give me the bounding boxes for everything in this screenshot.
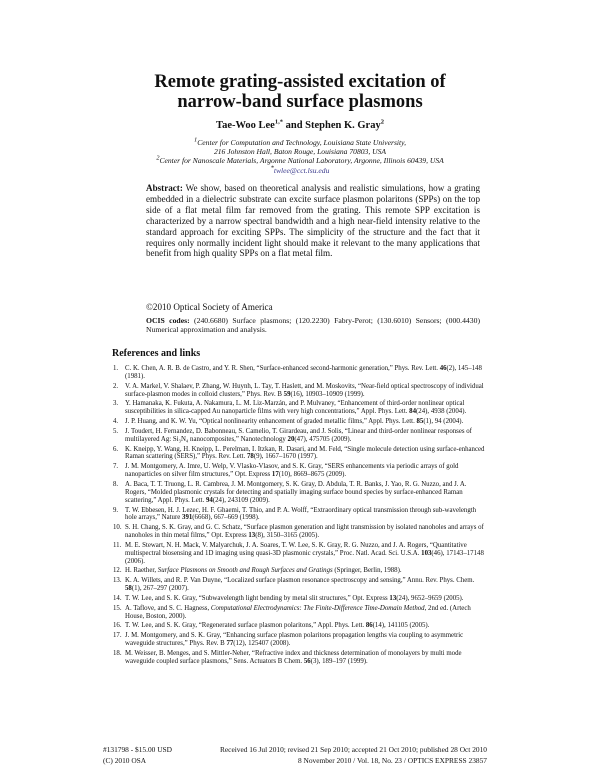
reference-text: K. Kneipp, Y. Wang, H. Kneipp, L. Perelman, I. Itzkan, R. Dasari, and M. Feld, “Single molecule detection using surface-enhanced Raman scattering (SERS),” Phys. Rev. Lett. bbox=[125, 445, 485, 461]
reference-text: A. Baca, T. T. Truong, L. R. Cambrea, J. M. Montgomery, S. K. Gray, D. Abdula, T. R. Banks, J. Yao, R. G. Nuzzo, and J. A. Rogers, “Molded plasmonic crystals for detecting and spatially imaging surface bound species by surface-enhanced Raman scattering,” Appl. Phys. Lett. bbox=[125, 480, 467, 504]
footer-received: Received 16 Jul 2010; revised 21 Sep 2010; accepted 21 Oct 2010; published 28 Oct 2010 bbox=[219, 745, 487, 754]
reference-item bbox=[113, 622, 485, 630]
reference-number: 9. bbox=[113, 506, 119, 514]
reference-volume: 46 bbox=[439, 365, 447, 372]
reference-volume: 77 bbox=[226, 640, 234, 648]
reference-text: M. E. Stewart, N. H. Mack, V. Malyarchuk, J. A. Soares, T. W. Lee, S. K. Gray, R. G. Nuzzo, and J. A. Rogers, “Quantitative multispectral biosensing and 1D imaging using quasi-3D plasmonic crystals,” Proc. Natl. Acad. Sci. U.S.A. bbox=[125, 541, 467, 557]
reference-number: 12. bbox=[113, 567, 122, 575]
reference-number: 8. bbox=[113, 480, 119, 488]
affiliation-mark: 1 bbox=[193, 136, 198, 144]
reference-text: (6668), 667–669 (1998). bbox=[192, 514, 260, 522]
reference-number: 10. bbox=[113, 524, 122, 532]
reference-text: Y. Hamanaka, K. Fukuta, A. Nakamura, L. M. Liz-Marzán, and P. Mulvaney, “Enhancement of third-order nonlinear optical susceptibilities in silica-capped Au nanoparticle films with very high concentrations,” Appl. Phys. Lett. bbox=[125, 400, 465, 416]
reference-volume: 85 bbox=[416, 418, 424, 426]
reference-number: 16. bbox=[113, 622, 122, 630]
reference-text: C. K. Chen, A. R. B. de Castro, and Y. R. Shen, “Surface-enhanced second-harmonic generation,” Phys. Rev. Lett. bbox=[125, 365, 440, 372]
abstract bbox=[146, 183, 480, 259]
reference-number: 2. bbox=[113, 382, 119, 390]
reference-volume: 59 bbox=[283, 390, 291, 398]
reference-number: 13. bbox=[113, 577, 122, 585]
reference-text: T. W. Lee, and S. K. Gray, “Subwavelength light bending by metal slit structures,” Opt. Express bbox=[125, 594, 390, 602]
reference-number: 14. bbox=[113, 594, 122, 602]
affiliation-line bbox=[100, 138, 500, 147]
footer-copyright: (C) 2010 OSA bbox=[103, 756, 147, 765]
reference-book-title: Surface Plasmons on Smooth and Rough Surfaces and Gratings bbox=[157, 567, 333, 575]
reference-item bbox=[113, 418, 485, 426]
reference-item bbox=[113, 507, 485, 523]
reference-text: (47), 475705 (2009). bbox=[294, 435, 352, 443]
title-line-1: Remote grating-assisted excitation of bbox=[154, 72, 446, 92]
reference-text: (1), 94 (2004). bbox=[423, 418, 464, 426]
reference-text: (8), 3150–3165 (2005). bbox=[255, 532, 320, 540]
reference-number: 3. bbox=[113, 400, 119, 408]
author-2-affiliation-mark: 2 bbox=[380, 118, 384, 126]
affiliation-line bbox=[100, 156, 500, 165]
reference-item bbox=[113, 595, 485, 603]
reference-text: (3), 189–197 (1999). bbox=[310, 657, 368, 665]
reference-text: J. M. Montgomery, A. Imre, U. Welp, V. Vlasko-Vlasov, and S. K. Gray, “SERS enhancements via periodic arrays of gold nanoparticles on silver film structures,” Opt. Express bbox=[125, 463, 459, 479]
reference-number: 4. bbox=[113, 418, 119, 426]
abstract-label: Abstract: bbox=[146, 183, 183, 193]
reference-number: 17. bbox=[113, 632, 122, 640]
reference-item bbox=[113, 567, 485, 575]
footer-journal: 8 November 2010 / Vol. 18, No. 23 / OPTICS EXPRESS 23857 bbox=[297, 756, 487, 765]
reference-item bbox=[113, 428, 485, 444]
reference-volume: 103 bbox=[421, 549, 432, 557]
reference-text: J. M. Montgomery, and S. K. Gray, “Enhancing surface plasmon polaritons propagation lengths via coupling to asymmetric waveguide structures,” Phys. Rev. B bbox=[125, 632, 464, 648]
reference-volume: 17 bbox=[271, 471, 279, 479]
reference-item bbox=[113, 577, 485, 593]
abstract-text: We show, based on theoretical analysis and realistic simulations, how a grating embedded in a dielectric substrate can excite surface plasmon polaritons (SPPs) on the top side of a flat metal film far removed from the grating. This remote SPP excitation is characterized by a narrow spectral bandwidth and a high near-field intensity relative to the standard approach for exciting SPPs. The simplicity of the structure and the fact that it requires only normally incident light should make it relevant to the many applications that benefit from high quality SPPs on a flat metal film. bbox=[146, 183, 480, 259]
reference-text: H. Raether, bbox=[125, 567, 158, 575]
reference-book-title: Computational Electrodynamics: The Finite-Difference Time-Domain Method bbox=[210, 604, 425, 612]
reference-volume: 391 bbox=[182, 514, 193, 522]
reference-text: (Springer, Berlin, 1988). bbox=[332, 567, 402, 575]
reference-item bbox=[113, 481, 485, 505]
reference-volume: 56 bbox=[303, 657, 311, 665]
reference-text: (9), 1667–1670 (1997). bbox=[253, 453, 318, 461]
paper-title bbox=[100, 72, 500, 112]
reference-text: , 2nd ed. (Artech House, Boston, 2000). bbox=[125, 604, 471, 620]
ocis-text: (240.6680) Surface plasmons; (120.2230) Fabry-Perot; (130.6010) Sensors; (000.4430) Numerical approximation and analysis. bbox=[146, 316, 481, 335]
reference-text: (14), 141105 (2005). bbox=[372, 622, 430, 630]
reference-item bbox=[113, 446, 485, 462]
reference-volume: 94 bbox=[205, 496, 213, 504]
reference-volume: 78 bbox=[246, 453, 254, 461]
reference-volume: 84 bbox=[409, 408, 416, 416]
reference-text: (24), 9652–9659 (2005). bbox=[396, 594, 464, 602]
reference-item bbox=[113, 650, 485, 666]
reference-number: 6. bbox=[113, 445, 119, 453]
reference-text: (24), 4938 (2004). bbox=[416, 408, 467, 416]
reference-item bbox=[113, 632, 485, 648]
reference-item bbox=[113, 605, 485, 621]
reference-number: 1. bbox=[113, 365, 119, 372]
affiliation-mark: 2 bbox=[156, 154, 160, 162]
ocis-codes bbox=[146, 316, 480, 335]
reference-text: K. A. Willets, and R. P. Van Duyne, “Localized surface plasmon resonance spectroscopy and sensing,” Annu. Rev. Phys. Chem. bbox=[125, 577, 475, 585]
reference-volume: 58 bbox=[125, 585, 132, 593]
reference-item bbox=[113, 463, 485, 479]
affiliation-text: Center for Computation and Technology, Louisiana State University, bbox=[197, 138, 406, 147]
reference-text: (16), 10903–10909 (1999). bbox=[290, 390, 365, 398]
reference-volume: 13 bbox=[389, 594, 397, 602]
reference-text: M. Weisser, B. Menges, and S. Mittler-Neher, “Refractive index and thickness determination of monolayers by multi mode waveguide coupled surface plasmons,” Sens. Actuators B Chem. bbox=[125, 650, 462, 665]
reference-number: 15. bbox=[113, 604, 122, 612]
affiliation-text: 216 Johnston Hall, Baton Rouge, Louisiana 70803, USA bbox=[213, 147, 387, 157]
reference-item bbox=[113, 365, 485, 381]
affiliations bbox=[100, 138, 500, 175]
reference-text: J. P. Huang, and K. W. Yu, “Optical nonlinearity enhancement of graded metallic films,” Appl. Phys. Lett. bbox=[125, 418, 417, 426]
author-conjunction: and bbox=[282, 120, 306, 131]
footer-doc-id: #131798 - $15.00 USD bbox=[103, 745, 172, 754]
abstract-copyright: ©2010 Optical Society of America bbox=[146, 302, 273, 312]
reference-text: (46), 17143–17148 (2006). bbox=[125, 549, 484, 565]
author-1-affiliation-mark: 1,* bbox=[274, 118, 283, 126]
author-list bbox=[100, 120, 500, 131]
reference-text: (24), 243109 (2009). bbox=[212, 496, 270, 504]
reference-text: (2), 145–148 (1981). bbox=[125, 365, 482, 380]
reference-list bbox=[113, 365, 485, 668]
email-line bbox=[100, 166, 500, 175]
reference-item bbox=[113, 383, 485, 399]
reference-volume: 13 bbox=[248, 532, 256, 540]
references-heading: References and links bbox=[112, 348, 201, 359]
reference-item bbox=[113, 400, 485, 416]
title-line-2: narrow-band surface plasmons bbox=[177, 92, 423, 112]
reference-number: 11. bbox=[113, 541, 122, 549]
ocis-label: OCIS codes: bbox=[146, 316, 190, 325]
reference-text: (12), 125407 (2008). bbox=[233, 640, 291, 648]
reference-text: S. H. Chang, S. K. Gray, and G. C. Schatz, “Surface plasmon generation and light transmission by isolated nanoholes and arrays of nanoholes in thin metal films,” Opt. Express bbox=[125, 524, 484, 540]
author-2: Stephen K. Gray bbox=[305, 120, 381, 131]
reference-number: 18. bbox=[113, 650, 122, 657]
author-email-link[interactable]: twlee@cct.lsu.edu bbox=[273, 165, 330, 175]
reference-text: V. A. Markel, V. Shalaev, P. Zhang, W. Huynh, L. Tay, T. Haslett, and M. Moskovits, “Near-field optical spectroscopy of individual surface-plasmon modes in colloid clusters,” Phys. Rev. B bbox=[125, 382, 484, 398]
email-mark: * bbox=[270, 164, 274, 172]
reference-text: J. Toudert, H. Fernandez, D. Babonneau, S. Camelio, T. Girardeau, and J. Solis, “Linear and third-order nonlinear responses of multilayered Ag: Si₃N₄ nanocomposites,” Nanotechnology bbox=[125, 427, 472, 443]
reference-text: T. W. Ebbesen, H. J. Lezec, H. F. Ghaemi, T. Thio, and P. A. Wolff, “Extraordinary optical transmission through sub-wavelength hole arrays,” Nature bbox=[125, 506, 477, 522]
reference-volume: 86 bbox=[365, 622, 373, 630]
reference-text: (10), 8669–8675 (2009). bbox=[278, 471, 347, 479]
reference-number: 7. bbox=[113, 463, 119, 471]
reference-number: 5. bbox=[113, 427, 119, 435]
reference-item bbox=[113, 542, 485, 566]
affiliation-text: Center for Nanoscale Materials, Argonne National Laboratory, Argonne, Illinois 60439, USA bbox=[159, 156, 444, 166]
reference-text: T. W. Lee, and S. K. Gray, “Regenerated surface plasmon polaritons,” Appl. Phys. Lett. bbox=[125, 622, 366, 630]
reference-text: (1), 267–297 (2007). bbox=[131, 585, 189, 593]
reference-text: A. Taflove, and S. C. Hagness, bbox=[125, 604, 211, 612]
reference-volume: 20 bbox=[287, 435, 295, 443]
author-1: Tae-Woo Lee bbox=[216, 120, 275, 131]
reference-item bbox=[113, 524, 485, 540]
